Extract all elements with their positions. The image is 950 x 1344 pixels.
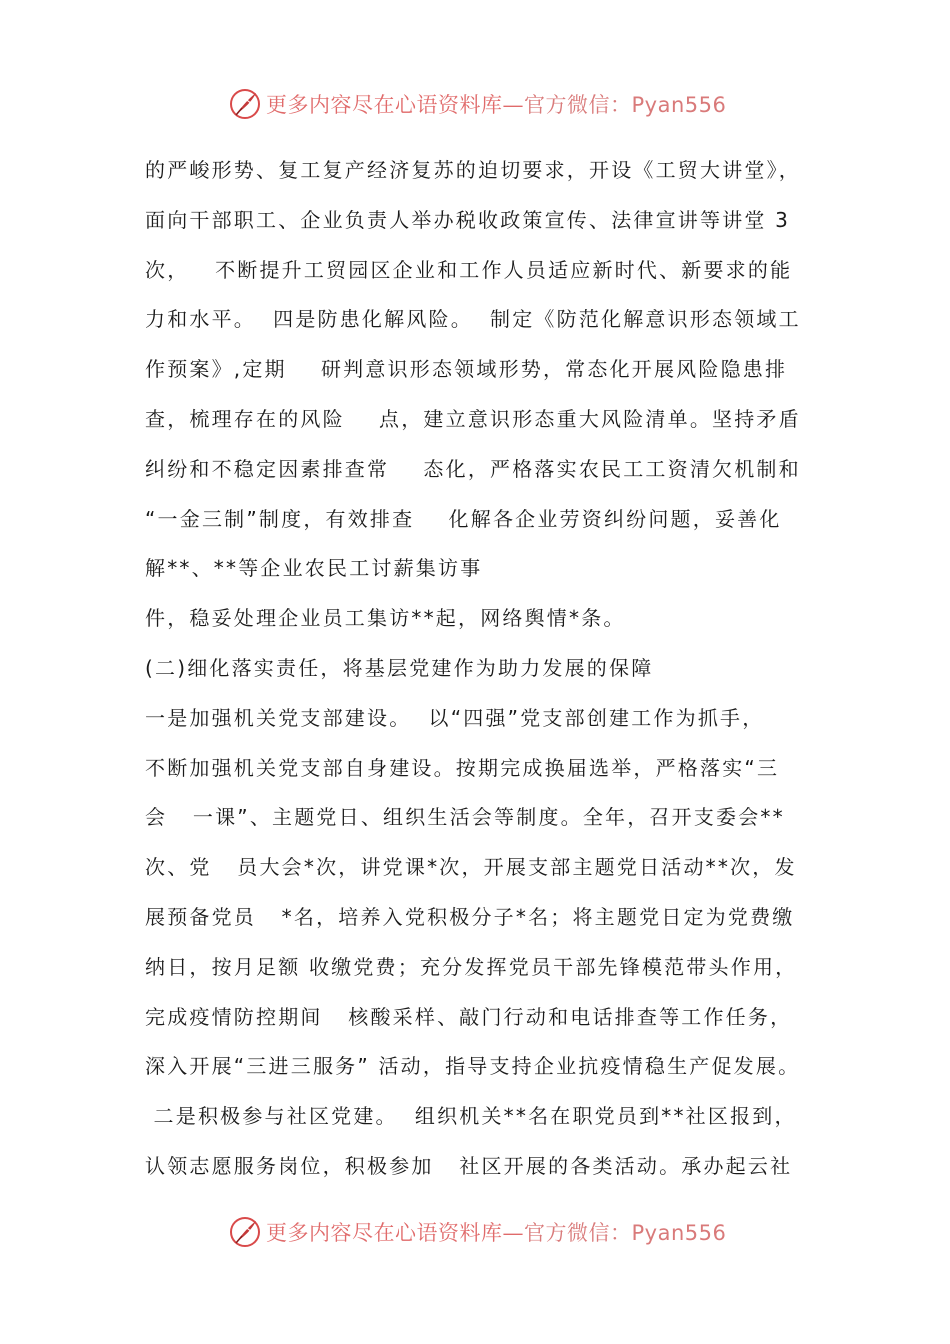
document-line: 作预案》,定期 研判意识形态领域形势，常态化开展风险隐患排 xyxy=(145,357,788,382)
header-banner-text xyxy=(266,89,726,119)
quill-logo-icon xyxy=(228,87,262,121)
footer-banner-wechat: 官方微信：Pyan556 xyxy=(524,1221,727,1245)
document-body xyxy=(145,146,845,1192)
document-line: 的严峻形势、复工复产经济复苏的迫切要求，开设《工贸大讲堂》， xyxy=(145,158,801,182)
quill-logo-icon xyxy=(228,1215,262,1249)
document-line: 完成疫情防控期间 核酸采样、敲门行动和电话排查等工作任务， xyxy=(145,1004,793,1029)
document-line: 深入开展“三进三服务” 活动，指导支持企业抗疫情稳生产促发展。 xyxy=(145,1054,801,1079)
document-line: 展预备党员 *名，培养入党积极分子*名；将主题党日定为党费缴 xyxy=(145,904,795,929)
document-line: 纳日，按月足额 收缴党费；充分发挥党员干部先锋模范带头作用， xyxy=(145,954,798,979)
footer-banner-text xyxy=(266,1217,726,1247)
header-banner xyxy=(228,84,726,124)
section-heading: (二)细化落实责任，将基层党建作为助力发展的保障 xyxy=(145,655,654,680)
document-line: “一金三制”制度，有效排查 化解各企业劳资纠纷问题，妥善化 xyxy=(145,506,782,531)
document-line: 解**、**等企业农民工讨薪集访事 xyxy=(145,556,483,581)
document-line: 会 一课”、主题党日、组织生活会等制度。全年，召开支委会** xyxy=(145,805,785,830)
document-line: 次， 不断提升工贸园区企业和工作人员适应新时代、新要求的能 xyxy=(145,257,793,282)
document-line: 查，梳理存在的风险 点，建立意识形态重大风险清单。坚持矛盾 xyxy=(145,406,801,431)
document-line: 二是积极参与社区党建。 组织机关**名在职党员到**社区报到， xyxy=(145,1104,797,1129)
header-banner-title: 更多内容尽在心语资料库— xyxy=(266,93,524,117)
document-line: 次、党 员大会*次，讲党课*次，开展支部主题党日活动**次，发 xyxy=(145,855,797,880)
document-line: 认领志愿服务岗位，积极参加 社区开展的各类活动。承办起云社 xyxy=(145,1153,793,1178)
document-line: 力和水平。 四是防患化解风险。 制定《防范化解意识形态领域工 xyxy=(145,307,801,332)
header-banner-wechat: 官方微信：Pyan556 xyxy=(524,93,727,117)
document-line: 纠纷和不稳定因素排查常 态化，严格落实农民工工资清欠机制和 xyxy=(145,456,801,481)
document-line: 面向干部职工、企业负责人举办税收政策宣传、法律宣讲等讲堂 3 xyxy=(145,207,791,232)
footer-banner xyxy=(228,1212,726,1252)
document-line: 一是加强机关党支部建设。 以“四强”党支部创建工作为抓手， xyxy=(145,705,765,730)
document-line: 件，稳妥处理企业员工集访**起，网络舆情*条。 xyxy=(145,606,626,631)
footer-banner-title: 更多内容尽在心语资料库— xyxy=(266,1221,524,1245)
document-line: 不断加强机关党支部自身建设。按期完成换届选举，严格落实“三 xyxy=(145,755,780,780)
